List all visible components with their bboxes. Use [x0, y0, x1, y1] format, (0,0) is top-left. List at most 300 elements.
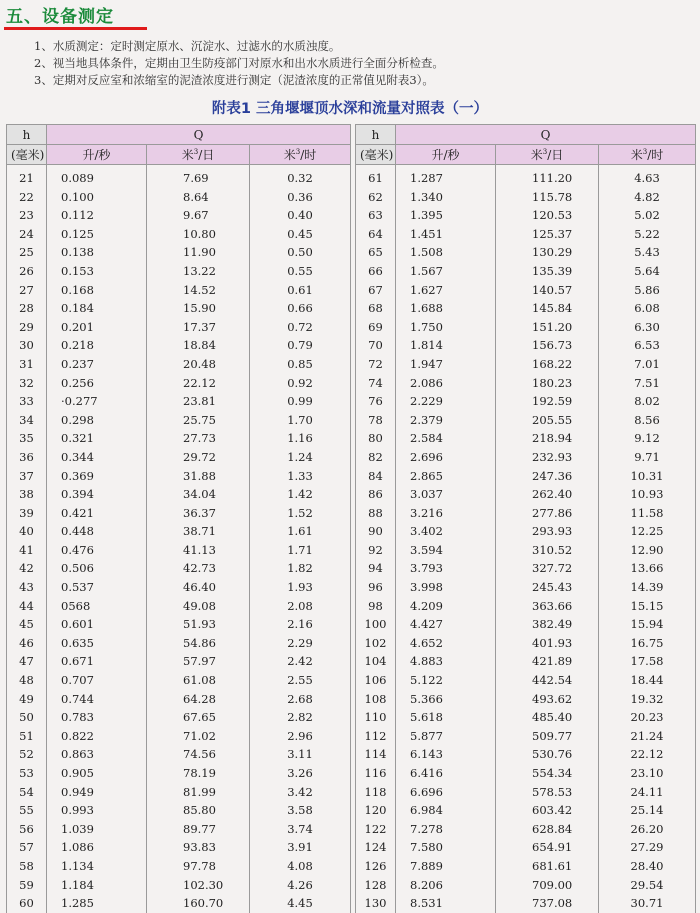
cell-m3-per-hour: 26.20	[599, 820, 696, 839]
cell-l-per-s: 0.201	[47, 318, 147, 337]
cell-m3-per-day: 654.91	[496, 838, 599, 857]
cell-m3-per-day: 71.02	[147, 727, 250, 746]
cell-m3-per-hour: 1.24	[250, 448, 351, 467]
cell-m3-per-day: 7.69	[147, 165, 250, 188]
col-m3-per-day: 米$^3$/日	[496, 145, 599, 165]
cell-m3-per-day: 102.30	[147, 876, 250, 895]
cell-h: 48	[7, 671, 47, 690]
cell-m3-per-day: 151.20	[496, 318, 599, 337]
col-h-header: h	[7, 125, 47, 145]
cell-m3-per-day: 709.00	[496, 876, 599, 895]
table-row	[356, 634, 696, 653]
cell-l-per-s: 5.877	[396, 727, 496, 746]
cell-m3-per-hour: 8.56	[599, 411, 696, 430]
cell-m3-per-day: 78.19	[147, 764, 250, 783]
col-q-header: Q	[396, 125, 696, 145]
table-row	[7, 281, 351, 300]
cell-m3-per-hour: 1.61	[250, 522, 351, 541]
cell-m3-per-hour: 23.10	[599, 764, 696, 783]
cell-l-per-s: 2.379	[396, 411, 496, 430]
cell-m3-per-hour: 0.45	[250, 225, 351, 244]
cell-h: 36	[7, 448, 47, 467]
cell-l-per-s: 0.218	[47, 336, 147, 355]
cell-m3-per-day: 22.12	[147, 374, 250, 393]
table-row	[356, 165, 696, 188]
cell-l-per-s: 0.125	[47, 225, 147, 244]
cell-h: 29	[7, 318, 47, 337]
table-row	[7, 690, 351, 709]
table-row	[7, 429, 351, 448]
table-row	[7, 727, 351, 746]
cell-h: 124	[356, 838, 396, 857]
cell-h: 24	[7, 225, 47, 244]
cell-m3-per-hour: 2.42	[250, 652, 351, 671]
cell-h: 62	[356, 188, 396, 207]
table-row	[7, 299, 351, 318]
cell-h: 116	[356, 764, 396, 783]
cell-m3-per-hour: 30.71	[599, 894, 696, 913]
cell-h: 68	[356, 299, 396, 318]
cell-l-per-s: 0.112	[47, 206, 147, 225]
table-row	[356, 541, 696, 560]
cell-h: 26	[7, 262, 47, 281]
table-row	[356, 281, 696, 300]
title-underline	[4, 27, 147, 30]
table-row	[356, 392, 696, 411]
cell-l-per-s: 1.039	[47, 820, 147, 839]
cell-h: 57	[7, 838, 47, 857]
cell-m3-per-day: 421.89	[496, 652, 599, 671]
table-row	[356, 243, 696, 262]
table-row	[7, 838, 351, 857]
col-q-header: Q	[47, 125, 351, 145]
cell-m3-per-hour: 25.14	[599, 801, 696, 820]
cell-m3-per-day: 111.20	[496, 165, 599, 188]
table-row	[7, 165, 351, 188]
cell-m3-per-hour: 6.08	[599, 299, 696, 318]
cell-m3-per-hour: 3.42	[250, 783, 351, 802]
cell-m3-per-hour: 3.74	[250, 820, 351, 839]
cell-h: 110	[356, 708, 396, 727]
cell-h: 28	[7, 299, 47, 318]
cell-h: 40	[7, 522, 47, 541]
cell-l-per-s: 6.416	[396, 764, 496, 783]
table-row	[7, 708, 351, 727]
cell-l-per-s: 0568	[47, 597, 147, 616]
cell-l-per-s: 0.100	[47, 188, 147, 207]
cell-l-per-s: 1.134	[47, 857, 147, 876]
note-item: 3、定期对反应室和浓缩室的泥渣浓度进行测定（泥渣浓度的正常值见附表3）。	[34, 73, 434, 87]
table-row	[7, 522, 351, 541]
cell-h: 108	[356, 690, 396, 709]
cell-l-per-s: 0.237	[47, 355, 147, 374]
section-title: 五、设备测定	[6, 7, 114, 27]
cell-m3-per-hour: 0.61	[250, 281, 351, 300]
cell-h: 59	[7, 876, 47, 895]
cell-m3-per-day: 485.40	[496, 708, 599, 727]
cell-m3-per-day: 120.53	[496, 206, 599, 225]
table-row	[7, 615, 351, 634]
cell-m3-per-day: 277.86	[496, 504, 599, 523]
cell-m3-per-hour: 0.32	[250, 165, 351, 188]
cell-m3-per-hour: 2.82	[250, 708, 351, 727]
table-row	[7, 876, 351, 895]
cell-h: 35	[7, 429, 47, 448]
cell-h: 112	[356, 727, 396, 746]
cell-m3-per-hour: 1.82	[250, 559, 351, 578]
table-row	[7, 485, 351, 504]
cell-m3-per-hour: 5.86	[599, 281, 696, 300]
table-row	[7, 392, 351, 411]
cell-h: 65	[356, 243, 396, 262]
cell-h: 38	[7, 485, 47, 504]
table-row	[356, 429, 696, 448]
cell-h: 96	[356, 578, 396, 597]
cell-l-per-s: 4.209	[396, 597, 496, 616]
table-row	[7, 783, 351, 802]
cell-l-per-s: 0.635	[47, 634, 147, 653]
table-row	[356, 299, 696, 318]
cell-m3-per-day: 442.54	[496, 671, 599, 690]
cell-m3-per-day: 97.78	[147, 857, 250, 876]
cell-h: 42	[7, 559, 47, 578]
cell-l-per-s: 1.814	[396, 336, 496, 355]
cell-h: 88	[356, 504, 396, 523]
table-row	[356, 727, 696, 746]
cell-m3-per-day: 401.93	[496, 634, 599, 653]
cell-h: 34	[7, 411, 47, 430]
cell-m3-per-hour: 7.51	[599, 374, 696, 393]
cell-m3-per-day: 247.36	[496, 467, 599, 486]
cell-h: 69	[356, 318, 396, 337]
cell-m3-per-day: 10.80	[147, 225, 250, 244]
cell-h: 54	[7, 783, 47, 802]
cell-m3-per-hour: 15.15	[599, 597, 696, 616]
cell-l-per-s: 5.366	[396, 690, 496, 709]
cell-l-per-s: 2.584	[396, 429, 496, 448]
table-row	[356, 448, 696, 467]
cell-l-per-s: 4.883	[396, 652, 496, 671]
cell-m3-per-hour: 5.02	[599, 206, 696, 225]
cell-m3-per-day: 232.93	[496, 448, 599, 467]
table-row	[356, 801, 696, 820]
cell-h: 122	[356, 820, 396, 839]
table-row	[356, 838, 696, 857]
cell-m3-per-hour: 5.64	[599, 262, 696, 281]
cell-m3-per-hour: 6.30	[599, 318, 696, 337]
cell-m3-per-day: 57.97	[147, 652, 250, 671]
cell-m3-per-day: 29.72	[147, 448, 250, 467]
cell-m3-per-day: 74.56	[147, 745, 250, 764]
table-row	[7, 894, 351, 913]
cell-m3-per-day: 310.52	[496, 541, 599, 560]
table-row	[356, 411, 696, 430]
cell-l-per-s: 6.143	[396, 745, 496, 764]
cell-m3-per-day: 145.84	[496, 299, 599, 318]
cell-m3-per-hour: 5.22	[599, 225, 696, 244]
cell-l-per-s: 0.448	[47, 522, 147, 541]
cell-h: 23	[7, 206, 47, 225]
cell-l-per-s: 0.298	[47, 411, 147, 430]
notes-list	[34, 38, 444, 89]
cell-l-per-s: 0.089	[47, 165, 147, 188]
cell-l-per-s: 0.949	[47, 783, 147, 802]
cell-l-per-s: 7.889	[396, 857, 496, 876]
cell-m3-per-day: 192.59	[496, 392, 599, 411]
cell-l-per-s: 0.744	[47, 690, 147, 709]
cell-m3-per-day: 36.37	[147, 504, 250, 523]
cell-m3-per-hour: 29.54	[599, 876, 696, 895]
cell-m3-per-hour: 3.58	[250, 801, 351, 820]
table-row	[7, 411, 351, 430]
cell-h: 30	[7, 336, 47, 355]
cell-l-per-s: 2.696	[396, 448, 496, 467]
table-row	[7, 467, 351, 486]
cell-m3-per-day: 125.37	[496, 225, 599, 244]
table-row	[356, 504, 696, 523]
table-row	[7, 355, 351, 374]
cell-h: 76	[356, 392, 396, 411]
cell-m3-per-hour: 1.33	[250, 467, 351, 486]
cell-m3-per-day: 205.55	[496, 411, 599, 430]
cell-m3-per-hour: 0.99	[250, 392, 351, 411]
col-h-unit: (毫米)	[356, 145, 396, 165]
cell-m3-per-hour: 17.58	[599, 652, 696, 671]
cell-l-per-s: 1.451	[396, 225, 496, 244]
cell-m3-per-day: 93.83	[147, 838, 250, 857]
cell-m3-per-hour: 4.63	[599, 165, 696, 188]
cell-l-per-s: 1.508	[396, 243, 496, 262]
cell-h: 126	[356, 857, 396, 876]
cell-m3-per-hour: 3.26	[250, 764, 351, 783]
cell-m3-per-day: 737.08	[496, 894, 599, 913]
table-row	[356, 206, 696, 225]
cell-m3-per-hour: 1.93	[250, 578, 351, 597]
cell-m3-per-day: 130.29	[496, 243, 599, 262]
cell-m3-per-day: 578.53	[496, 783, 599, 802]
cell-m3-per-day: 115.78	[496, 188, 599, 207]
table-row	[7, 857, 351, 876]
table-row	[7, 188, 351, 207]
cell-m3-per-day: 218.94	[496, 429, 599, 448]
cell-h: 45	[7, 615, 47, 634]
cell-m3-per-hour: 27.29	[599, 838, 696, 857]
cell-m3-per-day: 140.57	[496, 281, 599, 300]
table-row	[356, 857, 696, 876]
cell-h: 49	[7, 690, 47, 709]
cell-l-per-s: 6.984	[396, 801, 496, 820]
cell-h: 80	[356, 429, 396, 448]
cell-l-per-s: 0.153	[47, 262, 147, 281]
cell-m3-per-hour: 2.16	[250, 615, 351, 634]
cell-m3-per-day: 31.88	[147, 467, 250, 486]
cell-h: 104	[356, 652, 396, 671]
table-row	[7, 243, 351, 262]
cell-h: 82	[356, 448, 396, 467]
cell-m3-per-hour: 14.39	[599, 578, 696, 597]
cell-l-per-s: ·0.277	[47, 392, 147, 411]
cell-l-per-s: 0.344	[47, 448, 147, 467]
table-row	[356, 820, 696, 839]
cell-h: 128	[356, 876, 396, 895]
cell-h: 37	[7, 467, 47, 486]
cell-m3-per-hour: 4.45	[250, 894, 351, 913]
cell-l-per-s: 0.905	[47, 764, 147, 783]
cell-l-per-s: 2.086	[396, 374, 496, 393]
cell-l-per-s: 0.421	[47, 504, 147, 523]
cell-m3-per-day: 81.99	[147, 783, 250, 802]
cell-m3-per-hour: 3.91	[250, 838, 351, 857]
col-l-per-s: 升/秒	[396, 145, 496, 165]
table-row	[356, 652, 696, 671]
cell-m3-per-day: 41.13	[147, 541, 250, 560]
table-row	[7, 764, 351, 783]
cell-h: 58	[7, 857, 47, 876]
table-row	[356, 559, 696, 578]
col-m3-per-hour: 米$^3$/时	[250, 145, 351, 165]
cell-h: 39	[7, 504, 47, 523]
cell-m3-per-hour: 12.25	[599, 522, 696, 541]
cell-m3-per-day: 42.73	[147, 559, 250, 578]
cell-h: 98	[356, 597, 396, 616]
table-row	[356, 597, 696, 616]
cell-h: 55	[7, 801, 47, 820]
cell-m3-per-day: 530.76	[496, 745, 599, 764]
col-l-per-s: 升/秒	[47, 145, 147, 165]
cell-m3-per-hour: 11.58	[599, 504, 696, 523]
cell-l-per-s: 3.998	[396, 578, 496, 597]
cell-h: 74	[356, 374, 396, 393]
cell-h: 50	[7, 708, 47, 727]
cell-m3-per-hour: 1.52	[250, 504, 351, 523]
cell-l-per-s: 1.947	[396, 355, 496, 374]
table-row	[7, 541, 351, 560]
table-row	[356, 355, 696, 374]
cell-l-per-s: 0.863	[47, 745, 147, 764]
table-row	[7, 820, 351, 839]
cell-m3-per-hour: 9.12	[599, 429, 696, 448]
cell-h: 72	[356, 355, 396, 374]
cell-h: 66	[356, 262, 396, 281]
cell-m3-per-day: 327.72	[496, 559, 599, 578]
cell-h: 52	[7, 745, 47, 764]
cell-m3-per-hour: 1.70	[250, 411, 351, 430]
cell-m3-per-hour: 0.79	[250, 336, 351, 355]
cell-m3-per-hour: 10.93	[599, 485, 696, 504]
table-row	[356, 745, 696, 764]
table-row	[7, 504, 351, 523]
cell-l-per-s: 6.696	[396, 783, 496, 802]
cell-m3-per-day: 382.49	[496, 615, 599, 634]
cell-m3-per-hour: 13.66	[599, 559, 696, 578]
cell-m3-per-hour: 20.23	[599, 708, 696, 727]
cell-l-per-s: 1.340	[396, 188, 496, 207]
cell-m3-per-day: 363.66	[496, 597, 599, 616]
cell-l-per-s: 4.652	[396, 634, 496, 653]
cell-l-per-s: 3.037	[396, 485, 496, 504]
table-row	[356, 690, 696, 709]
cell-m3-per-day: 27.73	[147, 429, 250, 448]
cell-m3-per-hour: 2.55	[250, 671, 351, 690]
cell-l-per-s: 3.793	[396, 559, 496, 578]
cell-l-per-s: 7.580	[396, 838, 496, 857]
col-h-header: h	[356, 125, 396, 145]
note-item: 2、视当地具体条件，定期由卫生防疫部门对原水和出水水质进行全面分析检查。	[34, 56, 444, 70]
cell-m3-per-day: 135.39	[496, 262, 599, 281]
cell-h: 118	[356, 783, 396, 802]
cell-m3-per-day: 14.52	[147, 281, 250, 300]
cell-l-per-s: 0.783	[47, 708, 147, 727]
cell-m3-per-day: 628.84	[496, 820, 599, 839]
cell-m3-per-day: 262.40	[496, 485, 599, 504]
cell-m3-per-day: 46.40	[147, 578, 250, 597]
cell-m3-per-day: 85.80	[147, 801, 250, 820]
cell-l-per-s: 4.427	[396, 615, 496, 634]
cell-m3-per-day: 17.37	[147, 318, 250, 337]
cell-m3-per-hour: 0.66	[250, 299, 351, 318]
note-item: 1、水质测定：定时测定原水、沉淀水、过滤水的水质浊度。	[34, 39, 341, 53]
cell-h: 84	[356, 467, 396, 486]
table-row	[7, 206, 351, 225]
cell-l-per-s: 1.750	[396, 318, 496, 337]
cell-h: 22	[7, 188, 47, 207]
cell-h: 47	[7, 652, 47, 671]
table-row	[356, 467, 696, 486]
cell-l-per-s: 1.086	[47, 838, 147, 857]
cell-h: 100	[356, 615, 396, 634]
cell-m3-per-day: 13.22	[147, 262, 250, 281]
cell-m3-per-hour: 19.32	[599, 690, 696, 709]
cell-m3-per-hour: 4.08	[250, 857, 351, 876]
table-row	[356, 188, 696, 207]
table-row	[356, 522, 696, 541]
cell-l-per-s: 0.601	[47, 615, 147, 634]
table-row	[7, 597, 351, 616]
cell-m3-per-day: 64.28	[147, 690, 250, 709]
cell-m3-per-hour: 2.68	[250, 690, 351, 709]
cell-l-per-s: 0.369	[47, 467, 147, 486]
cell-h: 106	[356, 671, 396, 690]
cell-m3-per-day: 61.08	[147, 671, 250, 690]
cell-l-per-s: 0.321	[47, 429, 147, 448]
table-row	[356, 578, 696, 597]
cell-m3-per-day: 681.61	[496, 857, 599, 876]
cell-m3-per-hour: 6.53	[599, 336, 696, 355]
cell-m3-per-hour: 0.40	[250, 206, 351, 225]
cell-l-per-s: 5.618	[396, 708, 496, 727]
cell-m3-per-hour: 0.36	[250, 188, 351, 207]
cell-m3-per-day: 493.62	[496, 690, 599, 709]
table-row	[356, 671, 696, 690]
cell-l-per-s: 0.476	[47, 541, 147, 560]
table-row	[7, 801, 351, 820]
cell-h: 31	[7, 355, 47, 374]
cell-m3-per-day: 25.75	[147, 411, 250, 430]
table-row	[356, 764, 696, 783]
cell-h: 41	[7, 541, 47, 560]
cell-m3-per-hour: 4.26	[250, 876, 351, 895]
table-row	[356, 783, 696, 802]
cell-h: 43	[7, 578, 47, 597]
cell-l-per-s: 0.138	[47, 243, 147, 262]
cell-m3-per-day: 8.64	[147, 188, 250, 207]
cell-h: 130	[356, 894, 396, 913]
cell-m3-per-hour: 16.75	[599, 634, 696, 653]
cell-m3-per-hour: 4.82	[599, 188, 696, 207]
cell-h: 102	[356, 634, 396, 653]
cell-l-per-s: 0.822	[47, 727, 147, 746]
cell-m3-per-hour: 1.16	[250, 429, 351, 448]
